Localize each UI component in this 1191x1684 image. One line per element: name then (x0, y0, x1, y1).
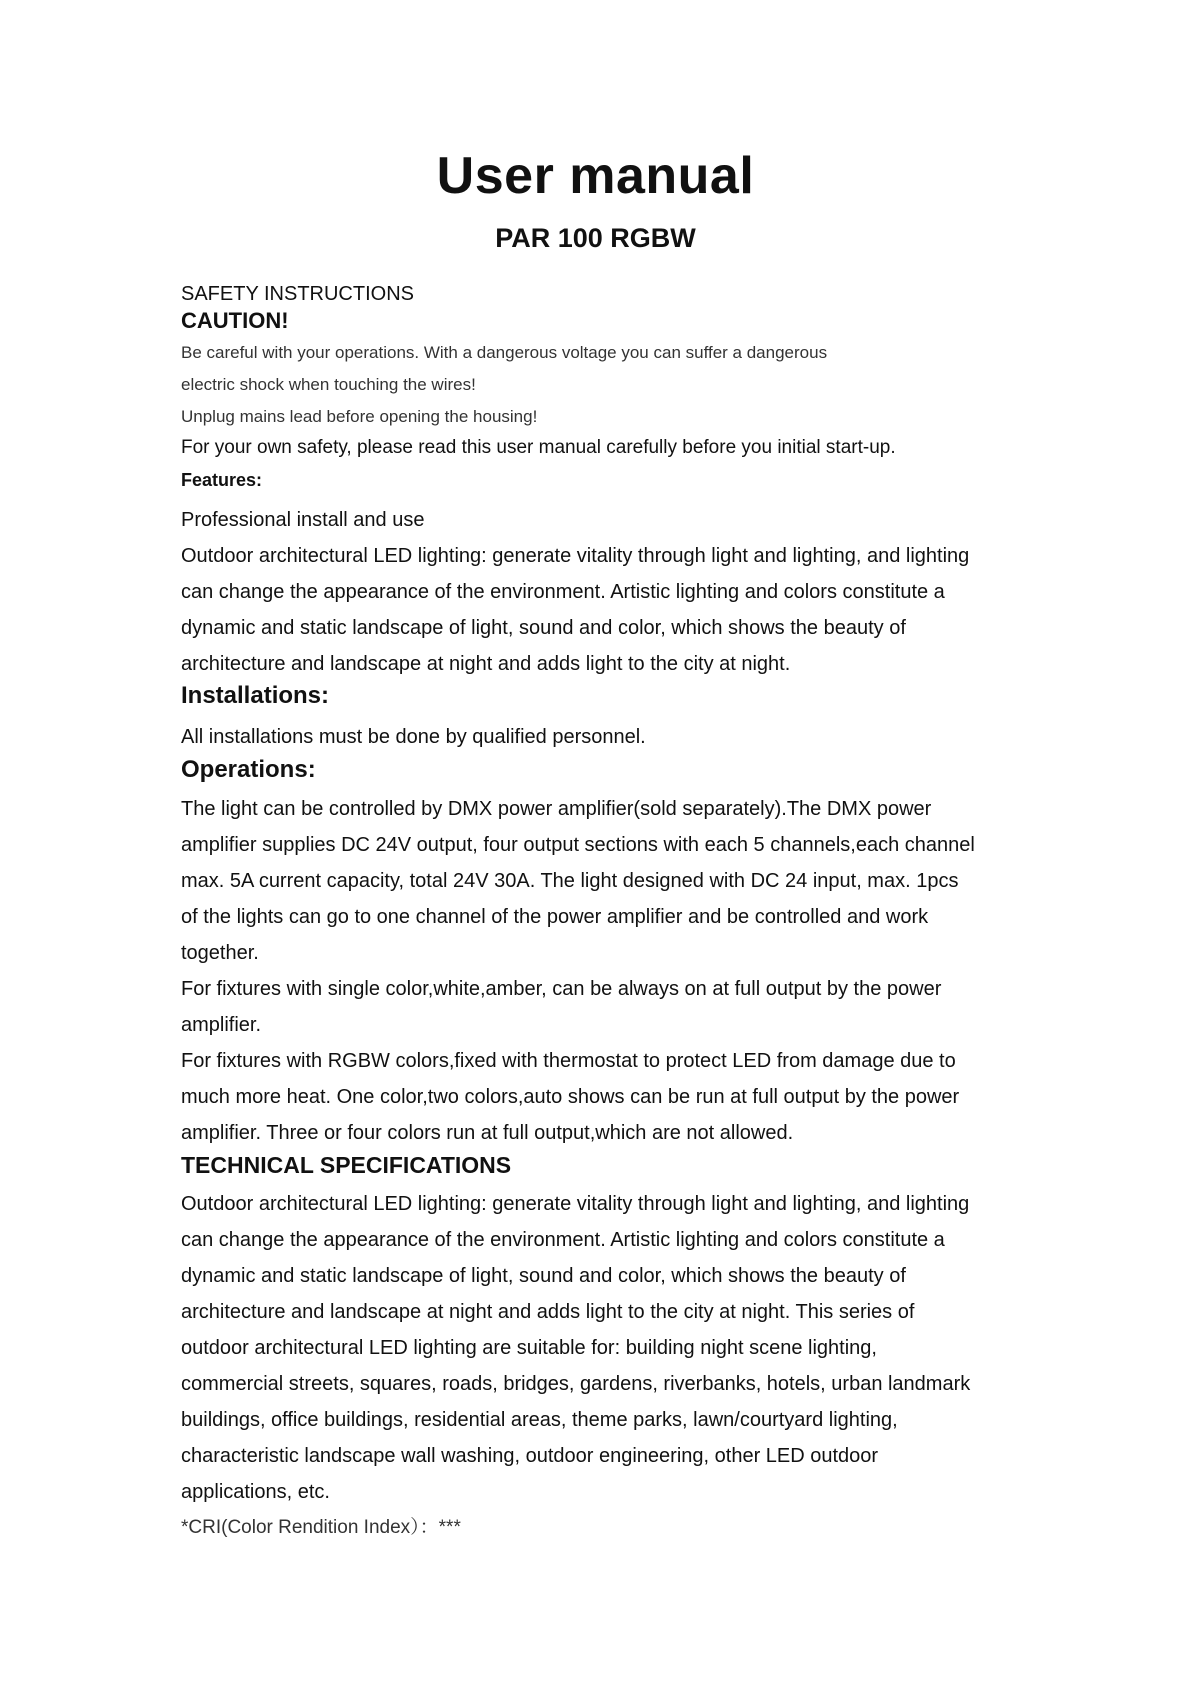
paragraph-line: amplifier supplies DC 24V output, four output sections with each 5 channels,each channel (181, 834, 975, 856)
features-item: Professional install and use (181, 509, 425, 531)
cri-line: *CRI(Color Rendition Index）：*** (181, 1517, 461, 1538)
paragraph-line: commercial streets, squares, roads, bridges, gardens, riverbanks, hotels, urban landmark (181, 1373, 971, 1395)
paragraph-line: Outdoor architectural LED lighting: generate vitality through light and lighting, and lighting (181, 545, 970, 567)
caution-heading: CAUTION! (181, 308, 289, 333)
read-notice: For your own safety, please read this user manual carefully before you initial start-up. (181, 437, 896, 458)
installations-heading: Installations: (181, 682, 330, 709)
paragraph-line: amplifier. Three or four colors run at full output,which are not allowed. (181, 1122, 794, 1144)
paragraph-line: outdoor architectural LED lighting are suitable for: building night scene lighting, (181, 1337, 877, 1359)
paragraph-line: dynamic and static landscape of light, sound and color, which shows the beauty of (181, 1265, 906, 1287)
technical-block (181, 1186, 1026, 1510)
paragraph-line: amplifier. (181, 1014, 262, 1036)
paragraph-line: dynamic and static landscape of light, sound and color, which shows the beauty of (181, 617, 906, 639)
technical-heading: TECHNICAL SPECIFICATIONS (181, 1152, 512, 1178)
paragraph-line: applications, etc. (181, 1481, 330, 1503)
features-heading: Features: (181, 470, 263, 490)
operations-heading: Operations: (181, 756, 316, 783)
paragraph-line: can change the appearance of the environment. Artistic lighting and colors constitute a (181, 1229, 945, 1251)
paragraph-line: For fixtures with single color,white,amber, can be always on at full output by the power (181, 978, 942, 1000)
paragraph-line: much more heat. One color,two colors,auto shows can be run at full output by the power (181, 1086, 960, 1108)
paragraph-line: Outdoor architectural LED lighting: generate vitality through light and lighting, and lighting (181, 1193, 970, 1215)
page-title: User manual (436, 147, 755, 205)
paragraph-line: together. (181, 942, 259, 964)
paragraph-line: can change the appearance of the environment. Artistic lighting and colors constitute a (181, 581, 945, 603)
safety-line: electric shock when touching the wires! (181, 375, 476, 394)
paragraph-line: buildings, office buildings, residential areas, theme parks, lawn/courtyard lighting, (181, 1409, 898, 1431)
paragraph-line: architecture and landscape at night and adds light to the city at night. (181, 653, 791, 675)
paragraph-line: of the lights can go to one channel of the power amplifier and be controlled and work (181, 906, 929, 928)
paragraph-line: architecture and landscape at night and adds light to the city at night. This series of (181, 1301, 915, 1323)
features-block (181, 502, 1026, 682)
product-subtitle: PAR 100 RGBW (495, 223, 696, 253)
safety-line: Unplug mains lead before opening the housing! (181, 407, 538, 426)
safety-line: Be careful with your operations. With a dangerous voltage you can suffer a dangerous (181, 343, 828, 362)
paragraph-line: For fixtures with RGBW colors,fixed with thermostat to protect LED from damage due to (181, 1050, 956, 1072)
operations-block (181, 791, 1026, 1151)
safety-heading: SAFETY INSTRUCTIONS (181, 283, 414, 305)
paragraph-line: characteristic landscape wall washing, outdoor engineering, other LED outdoor (181, 1445, 879, 1467)
installations-text: All installations must be done by qualified personnel. (181, 726, 646, 748)
paragraph-line: The light can be controlled by DMX power amplifier(sold separately).The DMX power (181, 798, 932, 820)
paragraph-line: max. 5A current capacity, total 24V 30A. The light designed with DC 24 input, max. 1pcs (181, 870, 959, 892)
